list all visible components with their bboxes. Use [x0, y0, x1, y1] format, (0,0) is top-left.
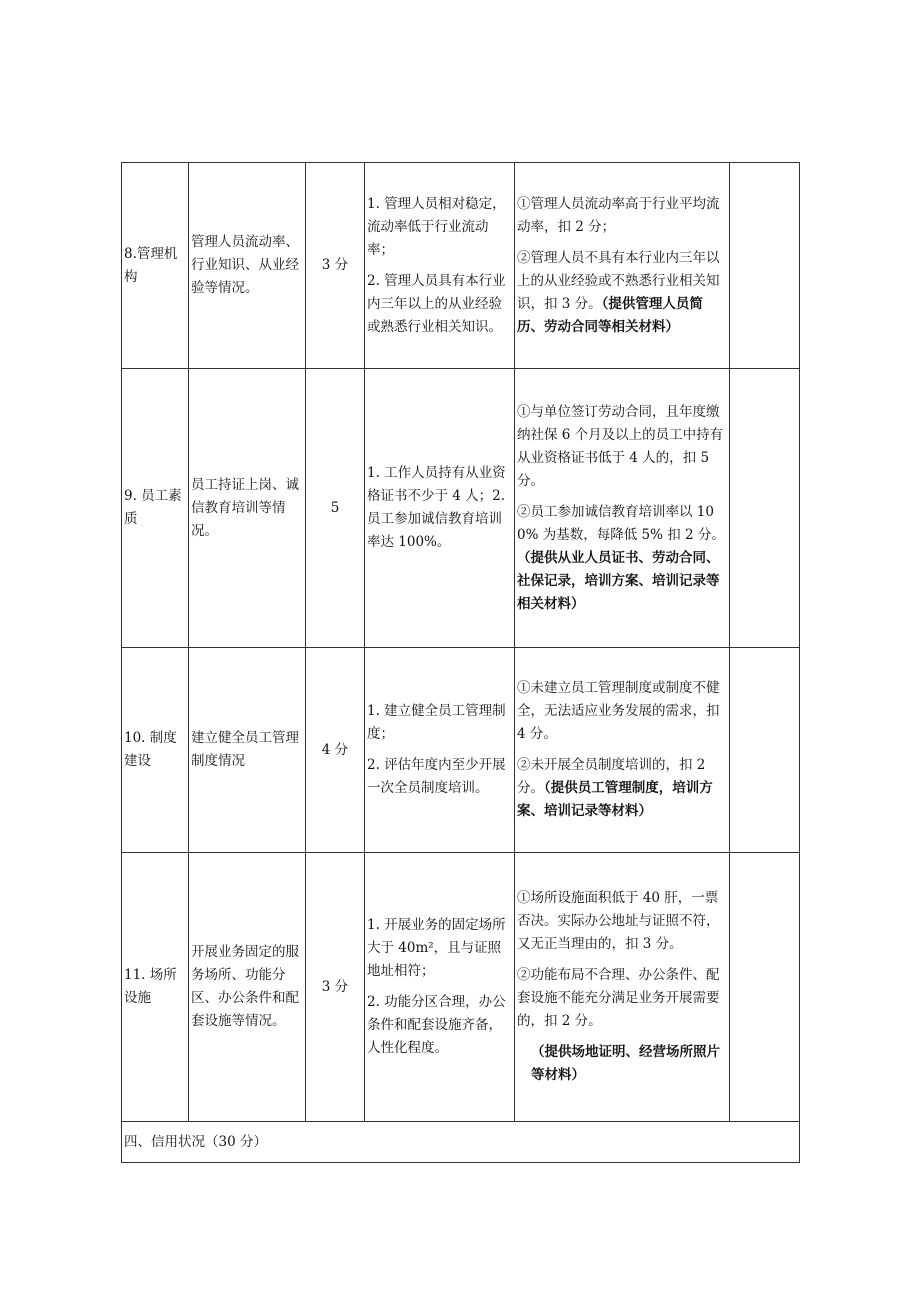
deduction-text: ②员工参加诚信教育培训率以 100% 为基数，每降低 5% 扣 2 分。	[517, 503, 725, 543]
item-cell	[122, 853, 189, 1122]
standard-cell	[365, 853, 515, 1122]
score-cell	[306, 163, 365, 369]
deduction-cell	[515, 648, 730, 853]
score-cell	[306, 369, 365, 648]
deduction-text: ①与单位签订劳动合同，且年度缴纳社保 6 个月及以上的员工中持有从业资格证书低于 4 人的，扣 5 分。	[517, 403, 724, 489]
deduction-line	[517, 193, 727, 239]
item-cell	[122, 648, 189, 853]
content-cell	[189, 369, 306, 648]
standard-cell	[365, 648, 515, 853]
item-label: 9. 员工素质	[124, 488, 182, 527]
deduction-line	[517, 754, 727, 823]
content-cell	[189, 648, 306, 853]
section-row	[122, 1122, 800, 1163]
materials-note: （提供场地证明、经营场所照片等材料）	[531, 1044, 720, 1083]
section-title: 四、信用状况（30 分）	[122, 1122, 800, 1163]
deduction-cell	[515, 853, 730, 1122]
standard-line: 1. 建立健全员工管理制度；	[367, 703, 506, 742]
standard-line: 1. 工作人员持有从业资格证书不少于 4 人；2. 员工参加诚信教育培训率达 100%。	[367, 465, 506, 550]
standard-line: 1. 开展业务的固定场所大于 40m²，且与证照地址相符；	[367, 917, 506, 979]
deduction-text: ②管理人员不具有本行业内三年以上的从业经验或不熟悉行业相关知识，扣 3 分。	[517, 249, 720, 312]
score-value: 4 分	[321, 741, 349, 758]
deduction-text: ①场所设施面积低于 40 肝，一票否决。实际办公地址与证照不符，又无正当理由的，扣 3 分。	[517, 890, 720, 952]
deduction-line	[517, 501, 727, 616]
content-text: 开展业务固定的服务场所、功能分区、办公条件和配套设施等情况。	[191, 944, 299, 1029]
remark-cell	[730, 648, 800, 853]
content-cell	[189, 163, 306, 369]
remark-cell	[730, 369, 800, 648]
table-row	[122, 369, 800, 648]
item-cell	[122, 369, 189, 648]
standard-cell	[365, 369, 515, 648]
score-value: 3 分	[321, 257, 349, 273]
score-value: 3 分	[321, 978, 349, 995]
standard-line: 2. 管理人员具有本行业内三年以上的从业经验或熟悉行业相关知识。	[367, 272, 506, 335]
materials-note: （提供员工管理制度，培训方案、培训记录等材料）	[517, 780, 713, 819]
score-cell	[306, 853, 365, 1122]
remark-cell	[730, 163, 800, 369]
deduction-line	[517, 887, 727, 956]
content-text: 建立健全员工管理制度情况	[191, 730, 299, 769]
content-text: 员工持证上岗、诚信教育培训等情况。	[191, 476, 299, 539]
deduction-line	[517, 1041, 727, 1087]
content-cell	[189, 853, 306, 1122]
deduction-line	[517, 964, 727, 1033]
deduction-cell	[515, 163, 730, 369]
item-label: 10. 制度建设	[124, 730, 177, 769]
content-text: 管理人员流动率、行业知识、从业经验等情况。	[191, 234, 299, 296]
remark-cell	[730, 853, 800, 1122]
table-row	[122, 163, 800, 369]
score-value: 5	[330, 499, 340, 516]
standard-cell	[365, 163, 515, 369]
score-cell	[306, 648, 365, 853]
item-label: 8.管理机构	[124, 245, 178, 285]
deduction-cell	[515, 369, 730, 648]
evaluation-table	[121, 162, 800, 1163]
deduction-text: ①未建立员工管理制度或制度不健全，无法适应业务发展的需求，扣 4 分。	[517, 680, 720, 742]
materials-note: （提供管理人员简历、劳动合同等相关材料）	[517, 295, 703, 335]
standard-line: 1. 管理人员相对稳定，流动率低于行业流动率；	[367, 195, 506, 258]
deduction-line	[517, 677, 727, 746]
standard-line: 2. 评估年度内至少开展一次全员制度培训。	[367, 757, 506, 796]
deduction-line	[517, 401, 727, 493]
deduction-line	[517, 247, 727, 339]
deduction-text: ②功能布局不合理、办公条件、配套设施不能充分满足业务开展需要的，扣 2 分。	[517, 967, 720, 1029]
table-row	[122, 648, 800, 853]
deduction-text: ②未开展全员制度培训的，扣 2 分。	[517, 757, 706, 796]
materials-note: （提供从业人员证书、劳动合同、社保记录，培训方案、培训记录等相关材料）	[517, 549, 720, 612]
standard-line: 2. 功能分区合理，办公条件和配套设施齐备，人性化程度。	[367, 994, 506, 1056]
item-label: 11. 场所设施	[124, 967, 177, 1006]
deduction-text: ①管理人员流动率高于行业平均流动率，扣 2 分；	[517, 195, 720, 235]
item-cell	[122, 163, 189, 369]
table-row	[122, 853, 800, 1122]
